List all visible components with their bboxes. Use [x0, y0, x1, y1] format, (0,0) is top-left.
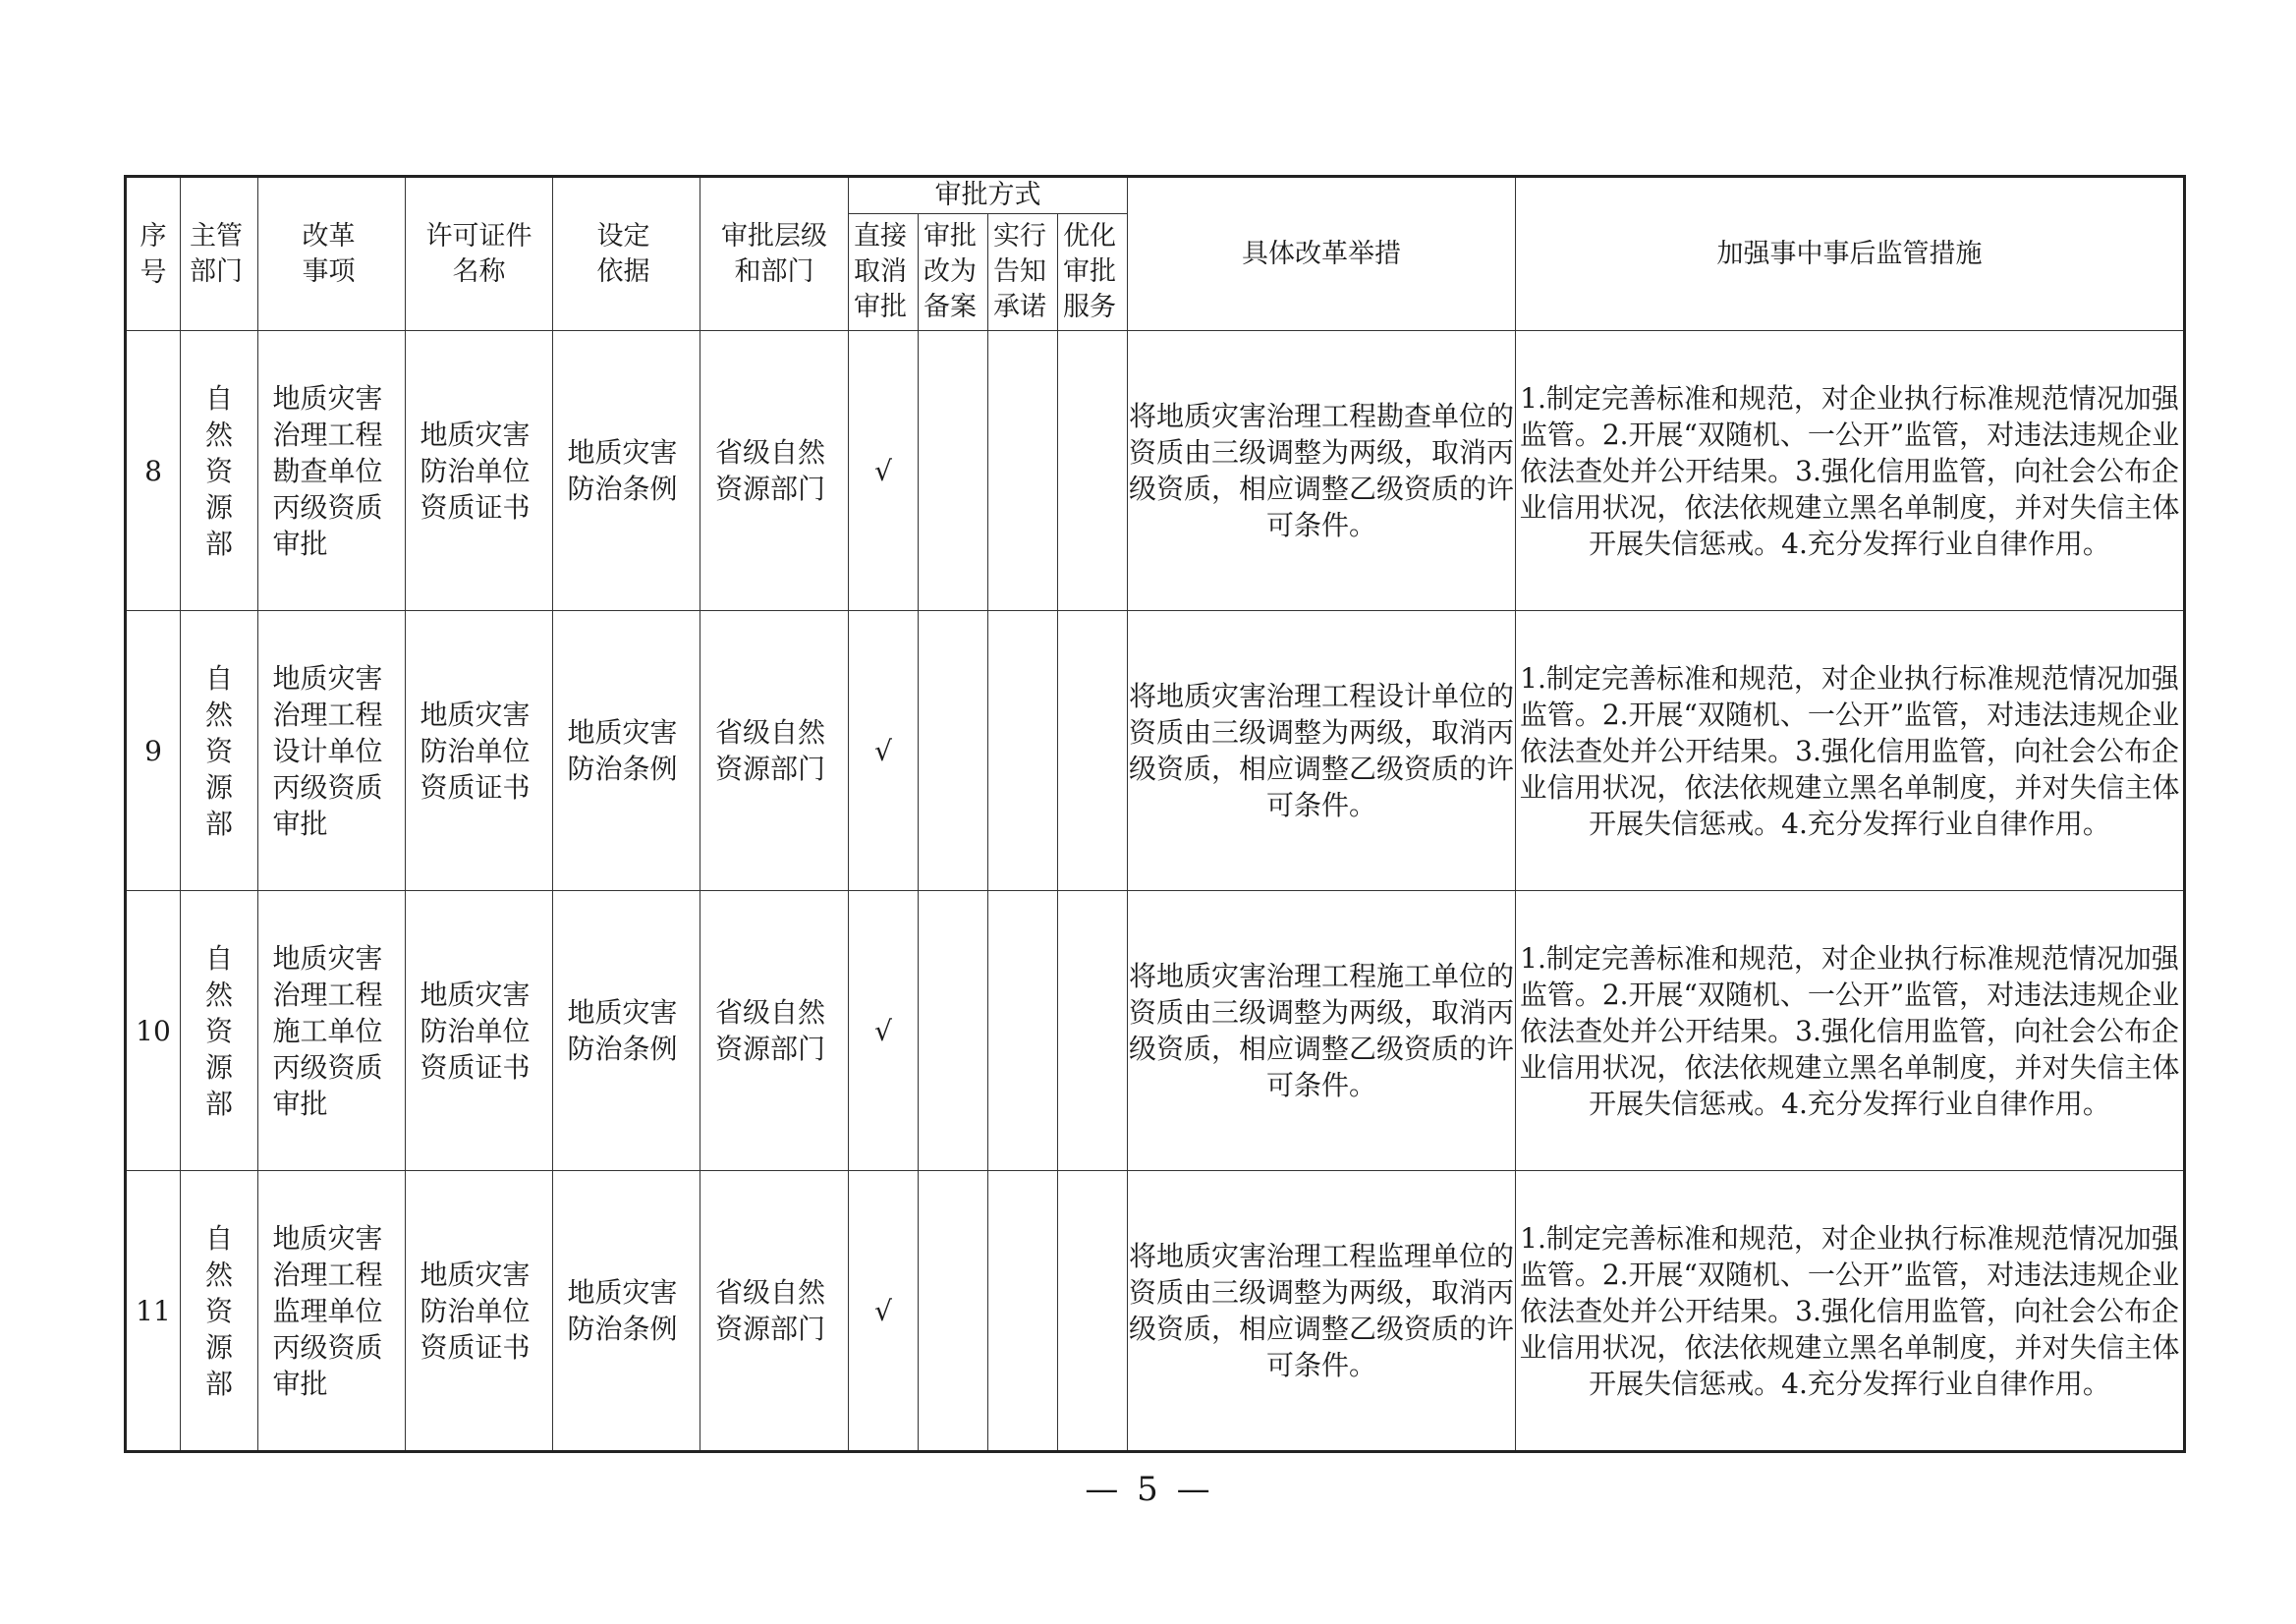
cell-commit: [988, 1171, 1058, 1452]
cell-item: 地质灾害治理工程设计单位丙级资质审批: [258, 611, 406, 891]
table-row: [126, 1171, 2185, 1452]
cell-cancel-check: √: [849, 611, 919, 891]
cell-level: 省级自然资源部门: [700, 891, 849, 1171]
cell-optimize: [1058, 331, 1128, 611]
cell-basis: 地质灾害防治条例: [553, 331, 700, 611]
table-header: [126, 177, 2185, 331]
cell-commit: [988, 611, 1058, 891]
header-sub-cancel: 直接取消审批: [849, 214, 919, 331]
cell-supervision: 1.制定完善标准和规范，对企业执行标准规范情况加强监管。2.开展“双随机、一公开”监管，对违法违规企业依法查处并公开结果。3.强化信用监管，向社会公布企业信用状况，依法依规建立黑名单制度，并对失信主体开展失信惩戒。4.充分发挥行业自律作用。: [1516, 331, 2185, 611]
cell-measures: 将地质灾害治理工程施工单位的资质由三级调整为两级，取消丙级资质，相应调整乙级资质的许可条件。: [1128, 891, 1516, 1171]
header-item: 改革事项: [258, 177, 406, 331]
header-approval-method: 审批方式: [849, 177, 1128, 214]
cell-dept: 自然资源部: [181, 331, 258, 611]
cell-license: 地质灾害防治单位资质证书: [406, 1171, 553, 1452]
cell-optimize: [1058, 891, 1128, 1171]
header-sub-commit: 实行告知承诺: [988, 214, 1058, 331]
cell-basis: 地质灾害防治条例: [553, 611, 700, 891]
header-sub-filing: 审批改为备案: [919, 214, 988, 331]
cell-supervision: 1.制定完善标准和规范，对企业执行标准规范情况加强监管。2.开展“双随机、一公开”监管，对违法违规企业依法查处并公开结果。3.强化信用监管，向社会公布企业信用状况，依法依规建立黑名单制度，并对失信主体开展失信惩戒。4.充分发挥行业自律作用。: [1516, 891, 2185, 1171]
cell-license: 地质灾害防治单位资质证书: [406, 891, 553, 1171]
reform-table: [124, 175, 2186, 1453]
table-row: [126, 611, 2185, 891]
cell-cancel-check: √: [849, 1171, 919, 1452]
cell-license: 地质灾害防治单位资质证书: [406, 331, 553, 611]
cell-seq: 10: [126, 891, 181, 1171]
cell-measures: 将地质灾害治理工程设计单位的资质由三级调整为两级，取消丙级资质，相应调整乙级资质的许可条件。: [1128, 611, 1516, 891]
cell-level: 省级自然资源部门: [700, 1171, 849, 1452]
cell-item: 地质灾害治理工程施工单位丙级资质审批: [258, 891, 406, 1171]
cell-measures: 将地质灾害治理工程监理单位的资质由三级调整为两级，取消丙级资质，相应调整乙级资质的许可条件。: [1128, 1171, 1516, 1452]
cell-filing: [919, 1171, 988, 1452]
cell-dept: 自然资源部: [181, 891, 258, 1171]
cell-basis: 地质灾害防治条例: [553, 891, 700, 1171]
cell-commit: [988, 331, 1058, 611]
table-row: [126, 331, 2185, 611]
header-basis: 设定依据: [553, 177, 700, 331]
cell-supervision: 1.制定完善标准和规范，对企业执行标准规范情况加强监管。2.开展“双随机、一公开”监管，对违法违规企业依法查处并公开结果。3.强化信用监管，向社会公布企业信用状况，依法依规建立黑名单制度，并对失信主体开展失信惩戒。4.充分发挥行业自律作用。: [1516, 611, 2185, 891]
table-body: [126, 331, 2185, 1452]
table-row: [126, 891, 2185, 1171]
header-sub-optimize: 优化审批服务: [1058, 214, 1128, 331]
cell-dept: 自然资源部: [181, 1171, 258, 1452]
header-seq: 序号: [126, 177, 181, 331]
header-license: 许可证件名称: [406, 177, 553, 331]
cell-seq: 11: [126, 1171, 181, 1452]
cell-filing: [919, 891, 988, 1171]
cell-cancel-check: √: [849, 891, 919, 1171]
cell-filing: [919, 611, 988, 891]
cell-level: 省级自然资源部门: [700, 611, 849, 891]
header-level: 审批层级和部门: [700, 177, 849, 331]
cell-seq: 9: [126, 611, 181, 891]
cell-level: 省级自然资源部门: [700, 331, 849, 611]
cell-basis: 地质灾害防治条例: [553, 1171, 700, 1452]
cell-license: 地质灾害防治单位资质证书: [406, 611, 553, 891]
cell-measures: 将地质灾害治理工程勘查单位的资质由三级调整为两级，取消丙级资质，相应调整乙级资质的许可条件。: [1128, 331, 1516, 611]
cell-cancel-check: √: [849, 331, 919, 611]
cell-dept: 自然资源部: [181, 611, 258, 891]
cell-optimize: [1058, 611, 1128, 891]
cell-item: 地质灾害治理工程勘查单位丙级资质审批: [258, 331, 406, 611]
cell-item: 地质灾害治理工程监理单位丙级资质审批: [258, 1171, 406, 1452]
cell-seq: 8: [126, 331, 181, 611]
cell-commit: [988, 891, 1058, 1171]
header-supervision: 加强事中事后监管措施: [1516, 177, 2185, 331]
header-dept: 主管部门: [181, 177, 258, 331]
header-measures: 具体改革举措: [1128, 177, 1516, 331]
page-number: — 5 —: [1085, 1470, 1214, 1509]
cell-filing: [919, 331, 988, 611]
cell-supervision: 1.制定完善标准和规范，对企业执行标准规范情况加强监管。2.开展“双随机、一公开”监管，对违法违规企业依法查处并公开结果。3.强化信用监管，向社会公布企业信用状况，依法依规建立黑名单制度，并对失信主体开展失信惩戒。4.充分发挥行业自律作用。: [1516, 1171, 2185, 1452]
cell-optimize: [1058, 1171, 1128, 1452]
